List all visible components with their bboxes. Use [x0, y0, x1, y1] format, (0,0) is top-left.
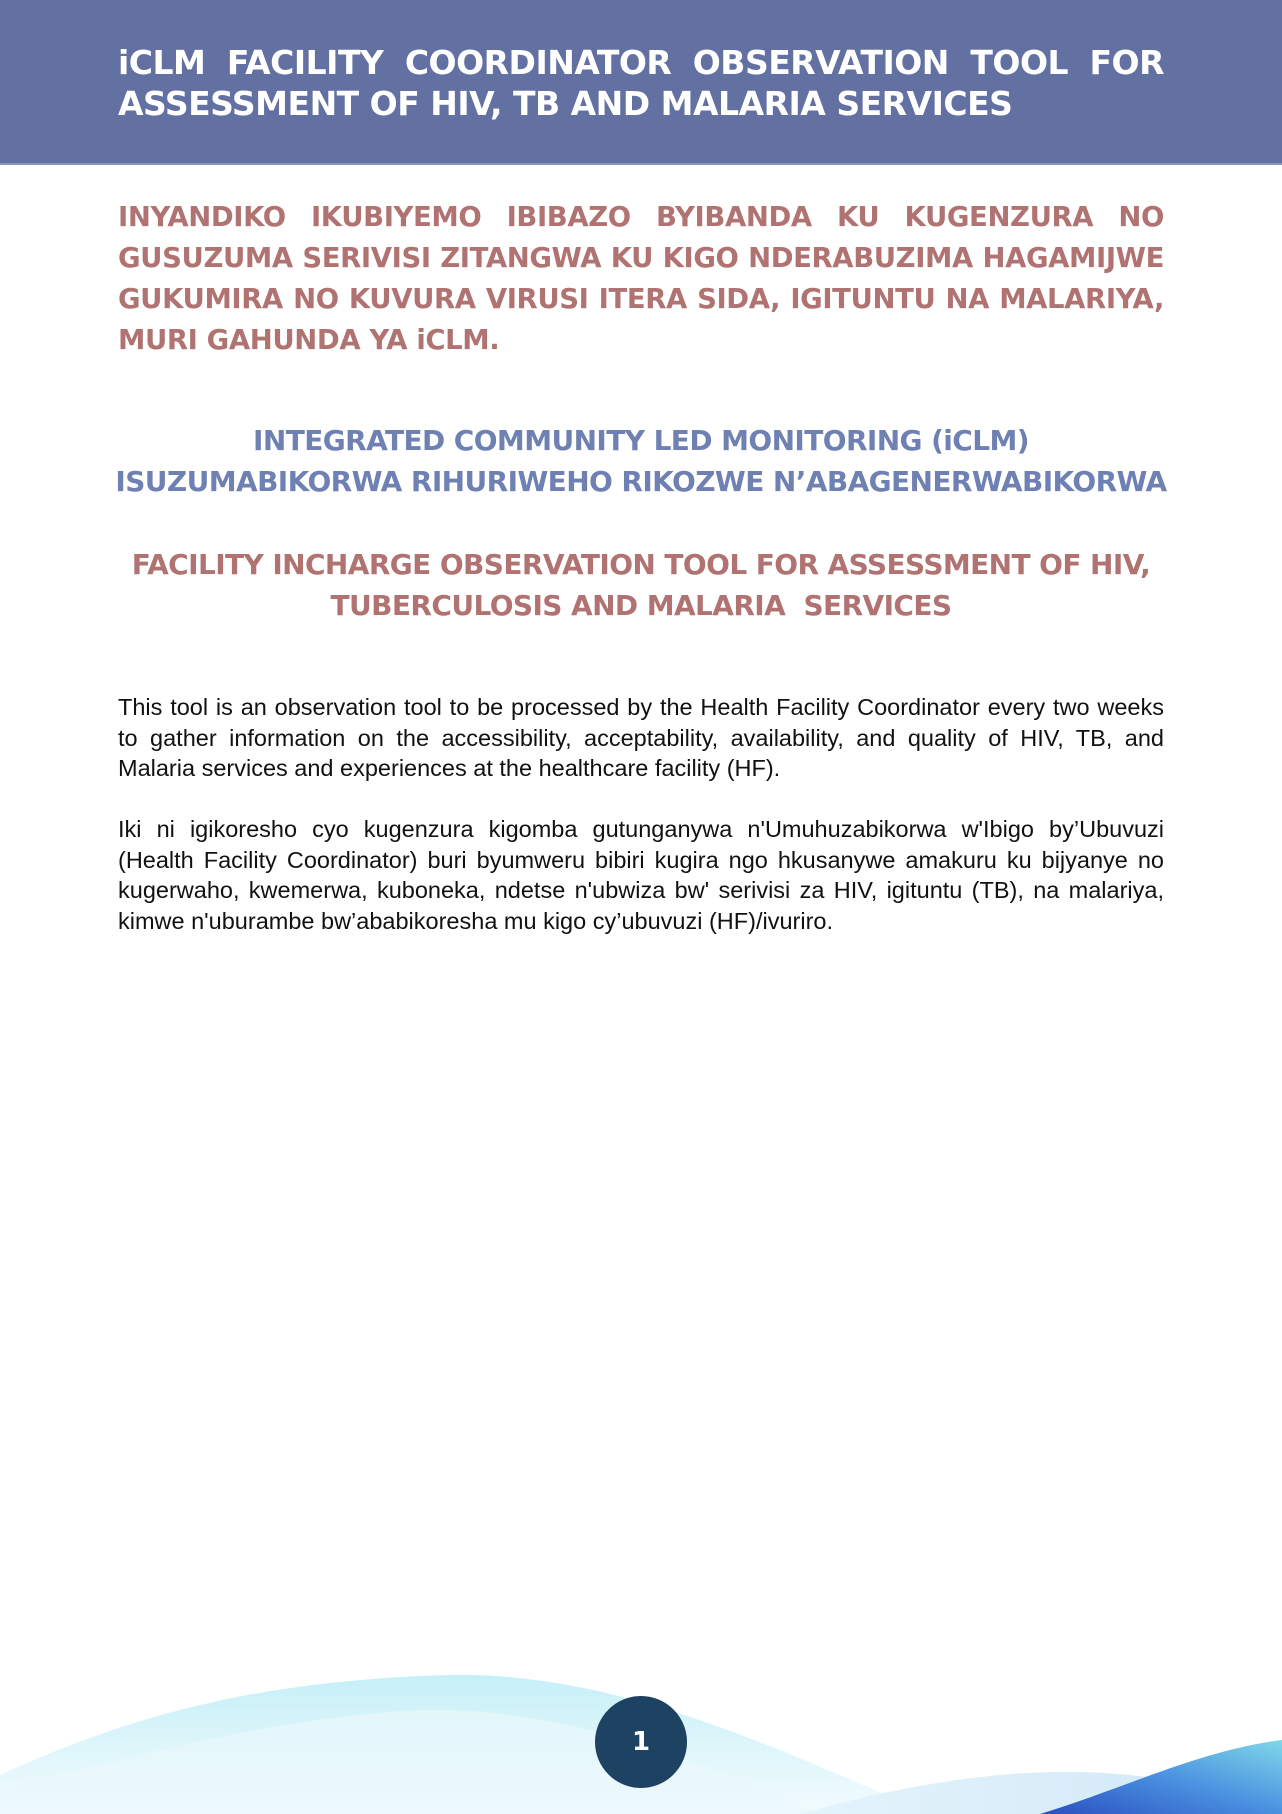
tool-subtitle-line-2: TUBERCULOSIS AND MALARIA SERVICES [330, 589, 952, 622]
kirundi-title: INYANDIKO IKUBIYEMO IBIBAZO BYIBANDA KU KUGENZURA NO GUSUZUMA SERIVISI ZITANGWA KU KIGO NDERABUZIMA HAGAMIJWE GUKUMIRA NO KUVURA VIRUSI ITERA SIDA, IGITUNTU NA MALARIYA, MURI GAHUNDA YA iCLM. [118, 201, 1164, 356]
description-kirundi: Iki ni igikoresho cyo kugenzura kigomba gutunganywa n'Umuhuzabikorwa w'Ibigo by’Ubuvuzi (Health Facility Coordinator) buri byumweru bibiri kugira ngo hkusanywe amakuru ku bijyanye no kugerwaho, kwemerwa, kuboneka, ndetse n'ubwiza bw' serivisi za HIV, igituntu (TB), na malariya, kimwe n'uburambe bw’ababikoresha mu kigo cy’ubuvuzi (HF)/ivuriro. [118, 816, 1164, 934]
tool-subtitle-line-1: FACILITY INCHARGE OBSERVATION TOOL FOR ASSESSMENT OF HIV, [131, 548, 1151, 581]
header-band [0, 0, 1282, 165]
document-title: iCLM FACILITY COORDINATOR OBSERVATION TOOL FOR ASSESSMENT OF HIV, TB AND MALARIA SERVICES [118, 43, 1164, 123]
tool-subtitle [100, 544, 1182, 626]
program-heading [100, 420, 1182, 502]
program-name-kirundi: ISUZUMABIKORWA RIHURIWEHO RIKOZWE N’ABAGENERWABIKORWA [115, 465, 1167, 498]
description-english: This tool is an observation tool to be processed by the Health Facility Coordinator every two weeks to gather information on the accessibility, acceptability, availability, and quality of HIV, TB, and Malaria services and experiences at the healthcare facility (HF). [118, 694, 1164, 781]
program-name-english: INTEGRATED COMMUNITY LED MONITORING (iCLM) [253, 424, 1029, 457]
page-number-badge: 1 [595, 1696, 687, 1788]
